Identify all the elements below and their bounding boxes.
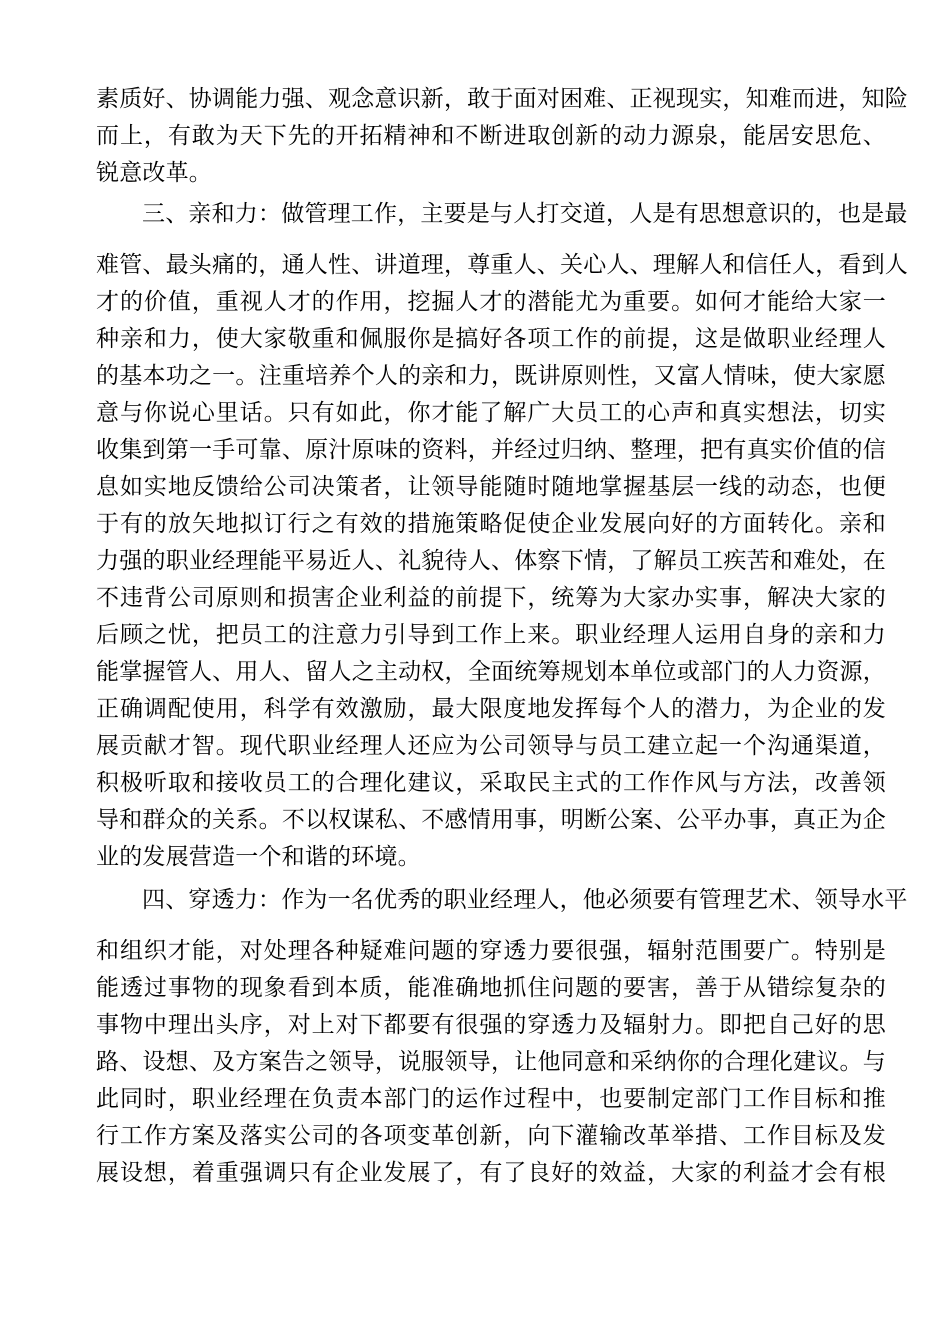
- text-line: 能透过事物的现象看到本质，能准确地抓住问题的要害，善于从错综复杂的: [96, 975, 886, 1001]
- text-line: 而上，有敢为天下先的开拓精神和不断进取创新的动力源泉，能居安思危、: [96, 123, 886, 149]
- text-line: 业的发展营造一个和谐的环境。: [96, 844, 421, 870]
- text-line: 收集到第一手可靠、原汁原味的资料，并经过归纳、整理，把有真实价值的信: [96, 437, 886, 463]
- section-heading-line: 三、亲和力：做管理工作，主要是与人打交道，人是有思想意识的，也是最: [142, 201, 908, 227]
- text-line: 意与你说心里话。只有如此，你才能了解广大员工的心声和真实想法，切实: [96, 400, 886, 426]
- text-line: 行工作方案及落实公司的各项变革创新，向下灌输改革举措、工作目标及发: [96, 1123, 886, 1149]
- text-line: 不违背公司原则和损害企业利益的前提下，统筹为大家办实事，解决大家的: [96, 585, 886, 611]
- text-line: 路、设想、及方案告之领导，说服领导，让他同意和采纳你的合理化建议。与: [96, 1049, 886, 1075]
- text-line: 展贡献才智。现代职业经理人还应为公司领导与员工建立起一个沟通渠道，: [96, 733, 886, 759]
- section-heading-line: 四、穿透力：作为一名优秀的职业经理人，他必须要有管理艺术、领导水平: [142, 887, 908, 913]
- text-line: 种亲和力，使大家敬重和佩服你是搞好各项工作的前提，这是做职业经理人: [96, 326, 886, 352]
- text-line: 的基本功之一。注重培养个人的亲和力，既讲原则性，又富人情味，使大家愿: [96, 363, 886, 389]
- text-line: 才的价值，重视人才的作用，挖掘人才的潜能尤为重要。如何才能给大家一: [96, 289, 886, 315]
- text-line: 锐意改革。: [96, 160, 212, 186]
- document-page: [96, 84, 908, 1195]
- text-line: 事物中理出头序，对上对下都要有很强的穿透力及辐射力。即把自己好的思: [96, 1012, 886, 1038]
- text-line: 展设想，着重强调只有企业发展了，有了良好的效益，大家的利益才会有根: [96, 1160, 886, 1186]
- text-line: 和组织才能，对处理各种疑难问题的穿透力要很强，辐射范围要广。特别是: [96, 938, 886, 964]
- paragraph-penetration: [96, 885, 908, 1189]
- text-line: 力强的职业经理能平易近人、礼貌待人、体察下情，了解员工疾苦和难处，在: [96, 548, 886, 574]
- text-line: 后顾之忧，把员工的注意力引导到工作上来。职业经理人运用自身的亲和力: [96, 622, 886, 648]
- paragraph-affinity: [96, 199, 908, 873]
- text-line: 难管、最头痛的，通人性、讲道理，尊重人、关心人、理解人和信任人，看到人: [96, 252, 908, 278]
- text-line: 能掌握管人、用人、留人之主动权，全面统筹规划本单位或部门的人力资源，: [96, 659, 886, 685]
- paragraph-continuation: [96, 84, 908, 189]
- text-line: 于有的放矢地拟订行之有效的措施策略促使企业发展向好的方面转化。亲和: [96, 511, 886, 537]
- text-line: 导和群众的关系。不以权谋私、不感情用事，明断公案、公平办事，真正为企: [96, 807, 886, 833]
- text-line: 息如实地反馈给公司决策者，让领导能随时随地掌握基层一线的动态，也便: [96, 474, 886, 500]
- text-line: 正确调配使用，科学有效激励，最大限度地发挥每个人的潜力，为企业的发: [96, 696, 886, 722]
- text-line: 此同时，职业经理在负责本部门的运作过程中，也要制定部门工作目标和推: [96, 1086, 886, 1112]
- text-line: 素质好、协调能力强、观念意识新，敢于面对困难、正视现实，知难而进，知险: [96, 86, 908, 112]
- text-line: 积极听取和接收员工的合理化建议，采取民主式的工作作风与方法，改善领: [96, 770, 886, 796]
